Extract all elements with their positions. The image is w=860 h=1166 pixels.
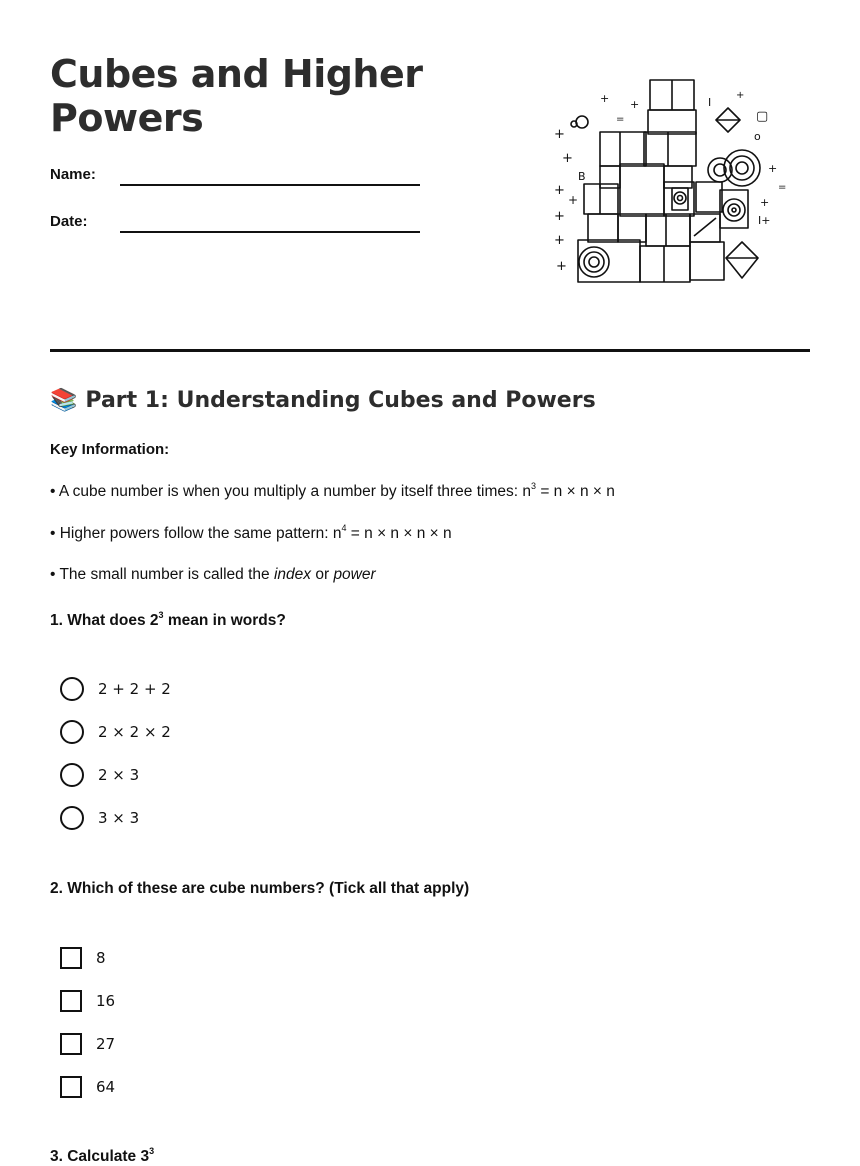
svg-text:+: + bbox=[568, 193, 579, 207]
key-info-bullet: • The small number is called the index or power bbox=[50, 566, 376, 583]
svg-text:+: + bbox=[556, 259, 567, 274]
date-label: Date: bbox=[50, 213, 88, 230]
svg-text:▢: ▢ bbox=[756, 109, 769, 124]
part1-heading-text: Part 1: Understanding Cubes and Powers bbox=[85, 388, 596, 413]
name-input-line[interactable] bbox=[120, 184, 420, 186]
checkbox[interactable] bbox=[60, 1033, 82, 1055]
option-label: 2 × 2 × 2 bbox=[98, 723, 171, 741]
key-info-bullet: • A cube number is when you multiply a number by itself three times: $n^3 = n \times n \times n$ bbox=[50, 481, 615, 500]
option-label: 16 bbox=[96, 992, 116, 1010]
option-label: 8 bbox=[96, 949, 106, 967]
question-1: 1. What does $2^3$ mean in words? bbox=[50, 610, 286, 629]
checkbox[interactable] bbox=[60, 990, 82, 1012]
key-info-label: Key Information: bbox=[50, 441, 170, 458]
part1-heading bbox=[50, 388, 596, 413]
radio-option[interactable] bbox=[60, 805, 139, 831]
svg-text:+: + bbox=[630, 98, 640, 111]
svg-text:+: + bbox=[736, 90, 745, 101]
section-divider bbox=[50, 349, 810, 352]
option-label: 3 × 3 bbox=[98, 809, 140, 827]
svg-text:+: + bbox=[562, 151, 573, 166]
svg-text:+: + bbox=[554, 233, 565, 248]
option-label: 2 + 2 + 2 bbox=[98, 680, 171, 698]
svg-text:I: I bbox=[708, 96, 712, 109]
radio-option[interactable] bbox=[60, 719, 171, 745]
checkbox[interactable] bbox=[60, 947, 82, 969]
name-field bbox=[50, 166, 120, 183]
radio-button[interactable] bbox=[60, 763, 84, 787]
radio-option[interactable] bbox=[60, 762, 139, 788]
svg-text:+: + bbox=[554, 127, 565, 142]
checkbox-option[interactable] bbox=[60, 1031, 115, 1057]
svg-text:+: + bbox=[760, 196, 770, 209]
stacked-cubes-illustration-icon bbox=[548, 72, 798, 292]
date-input-line[interactable] bbox=[120, 231, 420, 233]
checkbox[interactable] bbox=[60, 1076, 82, 1098]
radio-button[interactable] bbox=[60, 677, 84, 701]
name-label: Name: bbox=[50, 166, 96, 183]
date-field bbox=[50, 213, 120, 230]
question-3: 3. Calculate $3^3$ bbox=[50, 1146, 155, 1165]
svg-text:=: = bbox=[778, 182, 787, 193]
svg-text:+: + bbox=[768, 162, 778, 175]
radio-button[interactable] bbox=[60, 806, 84, 830]
radio-button[interactable] bbox=[60, 720, 84, 744]
svg-text:o: o bbox=[754, 130, 761, 143]
question-2: 2. Which of these are cube numbers? (Tick all that apply) bbox=[50, 880, 470, 897]
checkbox-option[interactable] bbox=[60, 1074, 115, 1100]
svg-text:=: = bbox=[616, 114, 625, 125]
svg-text:I+: I+ bbox=[758, 214, 771, 227]
svg-text:+: + bbox=[554, 209, 565, 224]
book-stack-icon: 📚 bbox=[50, 388, 78, 413]
radio-option[interactable] bbox=[60, 676, 171, 702]
option-label: 2 × 3 bbox=[98, 766, 140, 784]
checkbox-option[interactable] bbox=[60, 945, 106, 971]
svg-text:+: + bbox=[600, 92, 610, 105]
option-label: 64 bbox=[96, 1078, 116, 1096]
key-info-bullet: • Higher powers follow the same pattern: $n^4 = n \times n \times n \times n$ bbox=[50, 523, 452, 542]
page-title: Cubes and Higher Powers bbox=[50, 52, 423, 140]
option-label: 27 bbox=[96, 1035, 116, 1053]
checkbox-option[interactable] bbox=[60, 988, 115, 1014]
svg-text:+: + bbox=[554, 183, 565, 198]
svg-text:B: B bbox=[578, 170, 586, 183]
